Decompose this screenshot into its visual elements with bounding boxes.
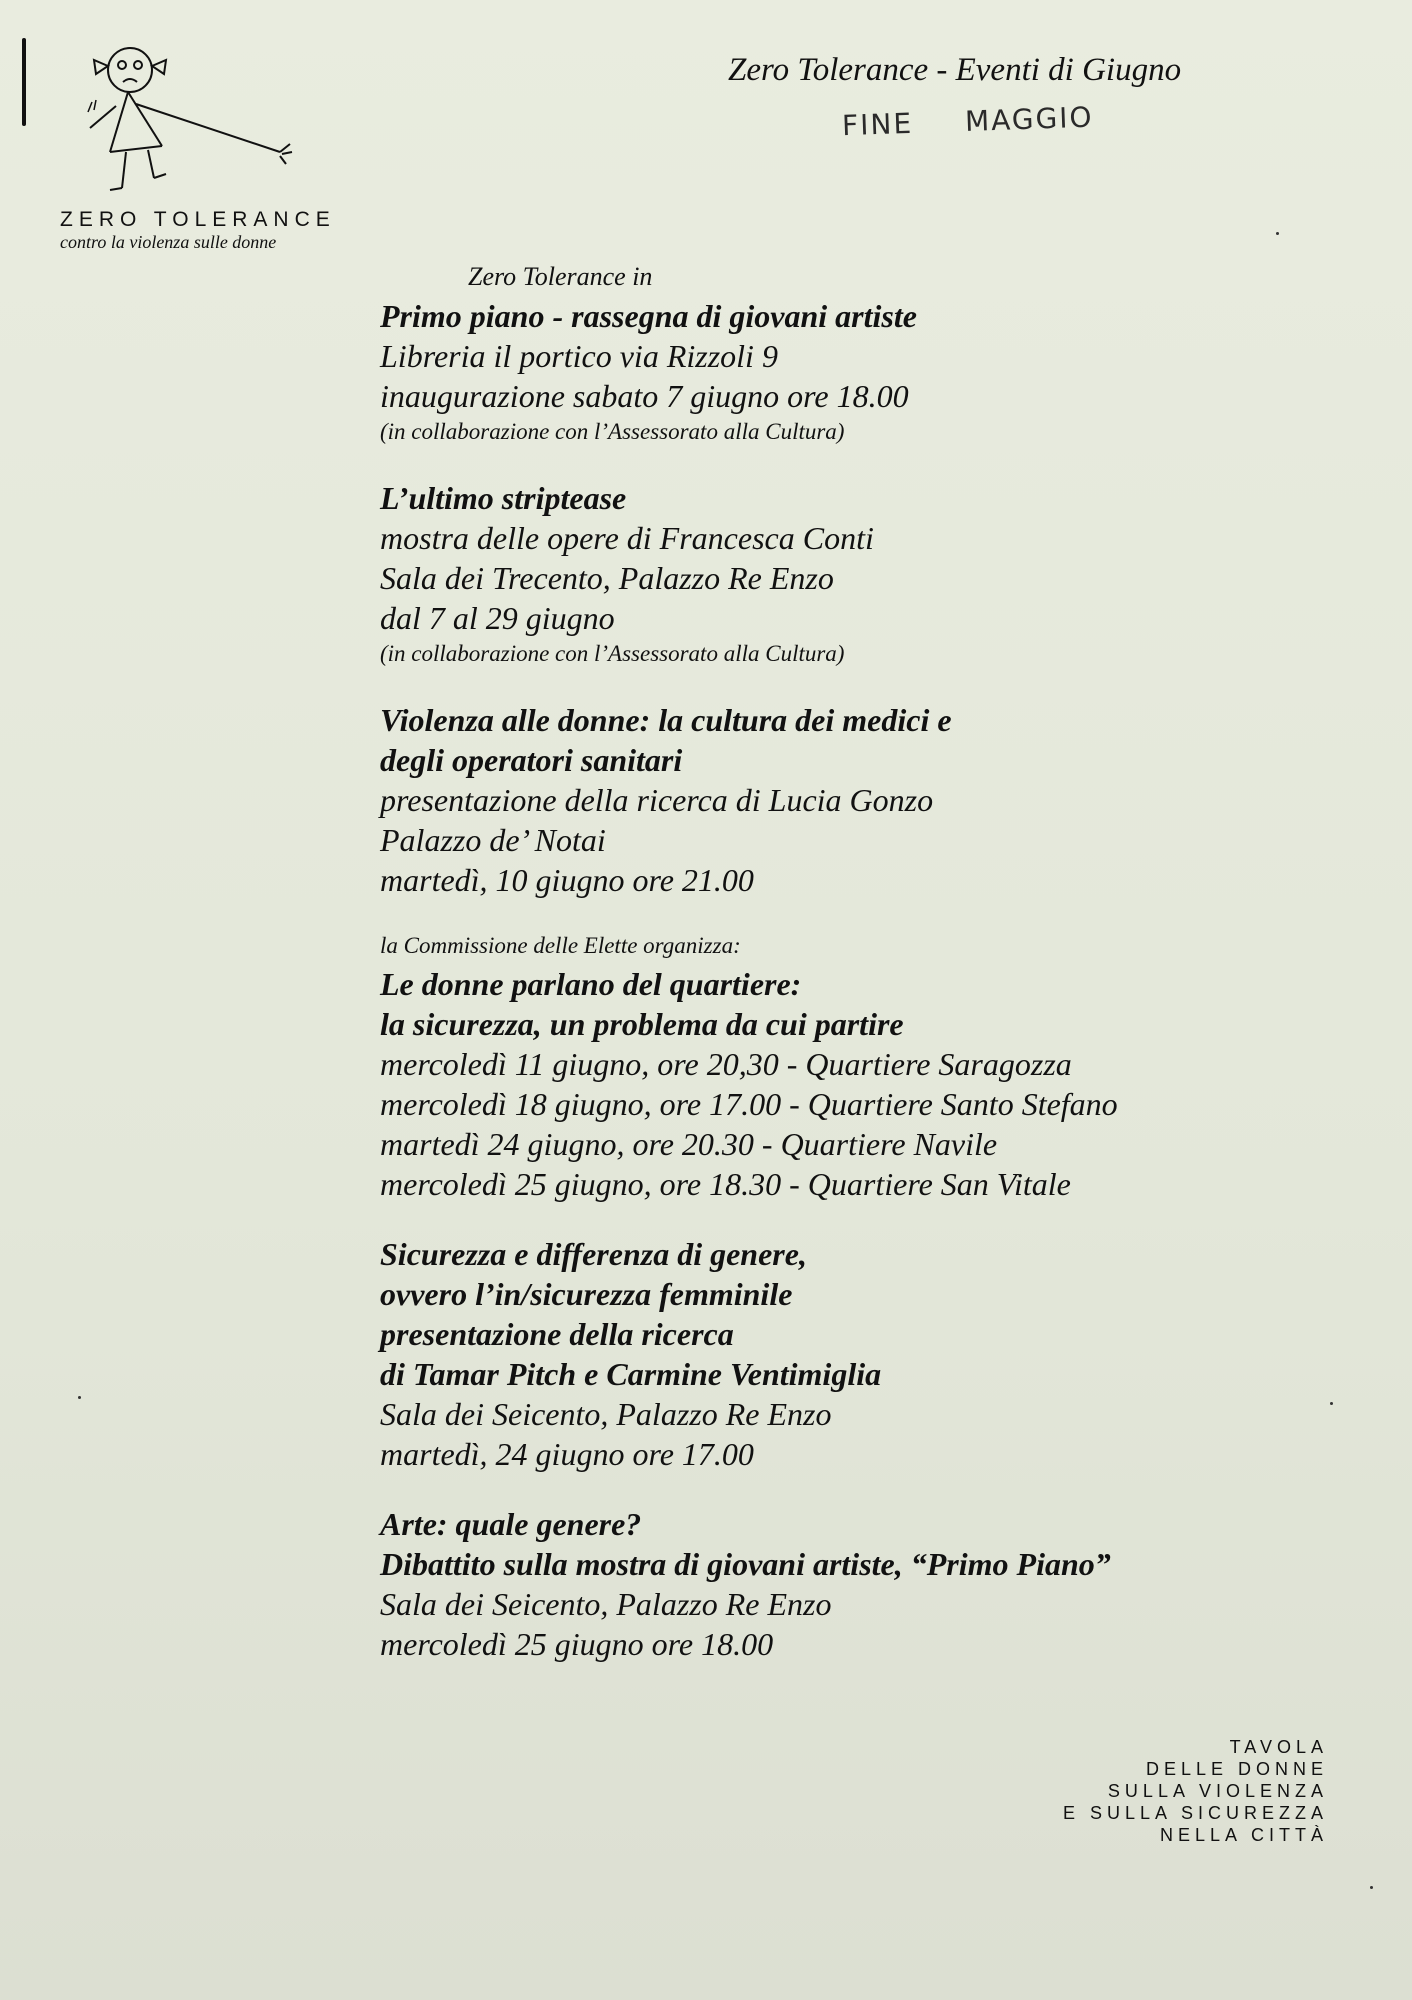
handwritten-word: FINE xyxy=(841,106,914,143)
stick-figure-girl-icon xyxy=(70,40,320,200)
event-title: di Tamar Pitch e Carmine Ventimiglia xyxy=(380,1356,882,1392)
event-detail-line: mercoledì 25 giugno ore 18.00 xyxy=(380,1626,774,1662)
event-detail-line: presentazione della ricerca di Lucia Gonzo xyxy=(380,782,934,818)
event-title: L’ultimo striptease xyxy=(380,480,627,516)
event-detail-line: martedì 24 giugno, ore 20.30 - Quartiere Navile xyxy=(380,1126,998,1162)
footer-logo-tavola xyxy=(1063,1736,1328,1846)
event-detail-line: Libreria il portico via Rizzoli 9 xyxy=(380,338,778,374)
zero-tolerance-logo xyxy=(60,40,380,253)
event-title: Primo piano - rassegna di giovani artiste xyxy=(380,298,917,334)
page-title: Zero Tolerance - Eventi di Giugno xyxy=(728,52,1182,88)
event-detail-line: dal 7 al 29 giugno xyxy=(380,600,615,636)
footer-logo-line: SULLA VIOLENZA xyxy=(1107,1781,1328,1801)
event-block xyxy=(380,1504,1280,1664)
event-detail-line: inaugurazione sabato 7 giugno ore 18.00 xyxy=(380,378,909,414)
footer-logo-line: E SULLA SICUREZZA xyxy=(1062,1803,1328,1823)
event-detail-line: mercoledì 25 giugno, ore 18.30 - Quartiere San Vitale xyxy=(380,1166,1071,1202)
paper-speck xyxy=(78,1396,81,1399)
handwritten-note xyxy=(842,99,1146,143)
event-detail-line: Sala dei Seicento, Palazzo Re Enzo xyxy=(380,1586,832,1622)
event-organizer-note: la Commissione delle Elette organizza: xyxy=(380,933,741,958)
footer-logo-line: NELLA CITTÀ xyxy=(1159,1825,1328,1845)
event-title: Sicurezza e differenza di genere, xyxy=(380,1236,807,1272)
event-detail-line: mercoledì 11 giugno, ore 20,30 - Quartiere Saragozza xyxy=(380,1046,1072,1082)
event-title: presentazione della ricerca xyxy=(380,1316,734,1352)
handwritten-word: MAGGIO xyxy=(964,100,1095,138)
event-block xyxy=(380,478,1280,670)
footer-logo-line: DELLE DONNE xyxy=(1145,1759,1328,1779)
event-title: Arte: quale genere? xyxy=(380,1506,642,1542)
footer-logo-line: TAVOLA xyxy=(1229,1737,1328,1757)
event-title: Le donne parlano del quartiere: xyxy=(380,966,802,1002)
paper-speck xyxy=(1370,1886,1373,1889)
event-detail-line: martedì, 24 giugno ore 17.00 xyxy=(380,1436,754,1472)
event-detail-line: Sala dei Trecento, Palazzo Re Enzo xyxy=(380,560,834,596)
event-detail-line: Palazzo de’ Notai xyxy=(380,822,606,858)
logo-subtitle: contro la violenza sulle donne xyxy=(60,232,277,252)
event-title: Dibattito sulla mostra di giovani artiste, “Primo Piano” xyxy=(380,1546,1111,1582)
event-block xyxy=(380,930,1280,1204)
event-block xyxy=(380,700,1280,900)
event-list xyxy=(380,262,1280,1694)
event-detail-line: mostra delle opere di Francesca Conti xyxy=(380,520,874,556)
paper-speck xyxy=(1330,1402,1333,1405)
event-title: Violenza alle donne: la cultura dei medici e xyxy=(380,702,952,738)
event-collaboration-note: (in collaborazione con l’Assessorato alla Cultura) xyxy=(380,641,845,666)
event-detail-line: Sala dei Seicento, Palazzo Re Enzo xyxy=(380,1396,832,1432)
logo-title: ZERO TOLERANCE xyxy=(60,208,336,231)
event-title: ovvero l’in/sicurezza femminile xyxy=(380,1276,793,1312)
event-detail-line: martedì, 10 giugno ore 21.00 xyxy=(380,862,754,898)
binding-mark xyxy=(22,38,26,126)
paper-speck xyxy=(1276,232,1279,235)
event-collaboration-note: (in collaborazione con l’Assessorato alla Cultura) xyxy=(380,419,845,444)
event-block xyxy=(380,296,1280,448)
event-detail-line: mercoledì 18 giugno, ore 17.00 - Quartiere Santo Stefano xyxy=(380,1086,1118,1122)
event-title: degli operatori sanitari xyxy=(380,742,683,778)
events-container xyxy=(380,296,1280,1664)
intro-text: Zero Tolerance in xyxy=(468,262,653,291)
event-title: la sicurezza, un problema da cui partire xyxy=(380,1006,904,1042)
event-block xyxy=(380,1234,1280,1474)
